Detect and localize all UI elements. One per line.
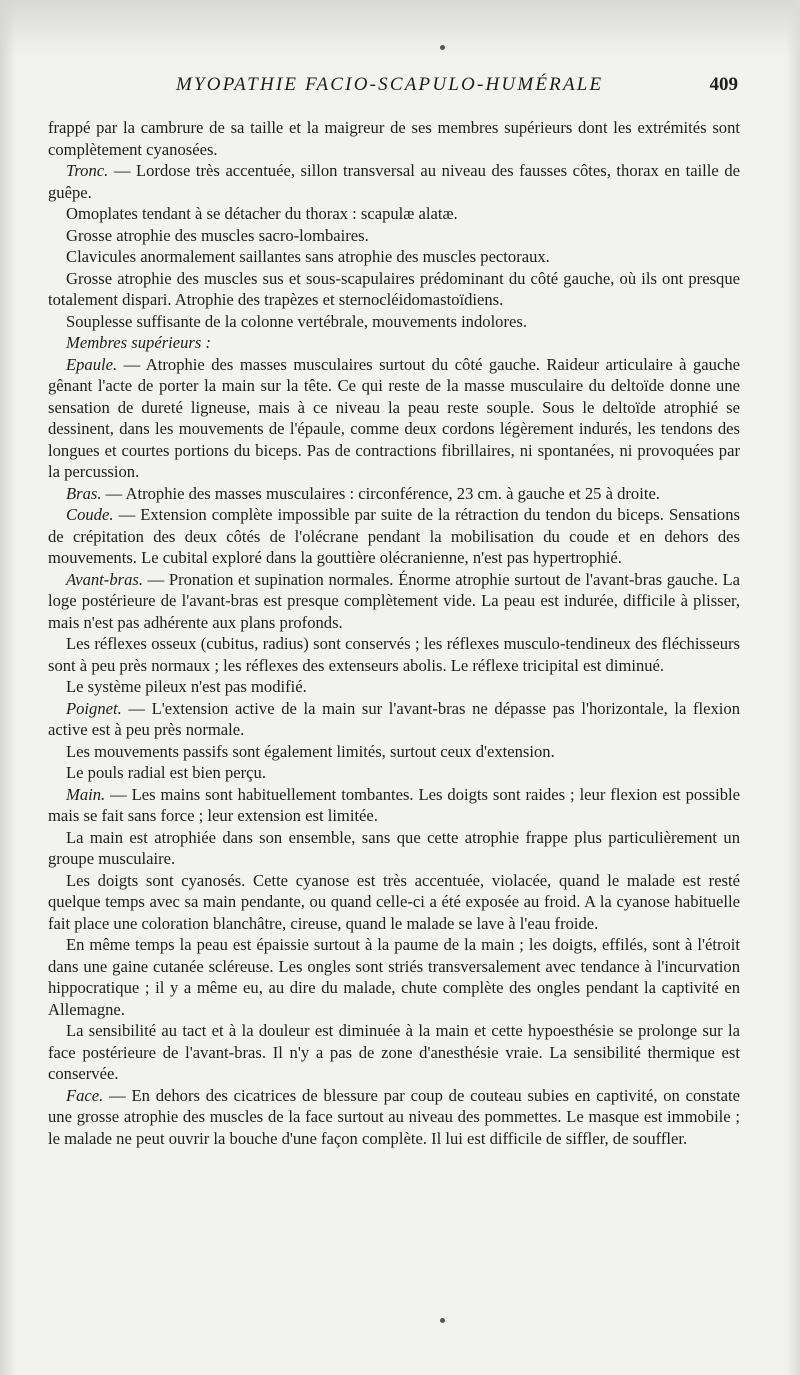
- paragraph-lead: Main.: [66, 784, 106, 804]
- paragraph-lead: Tronc.: [66, 161, 109, 180]
- paragraph-text: Souplesse suffisante de la colonne vertébrale, mouvements indolores.: [66, 311, 527, 331]
- paragraph-text: Clavicules anormalement saillantes sans atrophie des muscles pectoraux.: [66, 247, 550, 266]
- paragraph-text: frappé par la cambrure de sa taille et la maigreur de ses membres supérieurs dont les extrémités sont complètement cyanosées.: [48, 118, 740, 159]
- paragraph: [48, 203, 740, 225]
- paragraph-lead: Poignet.: [66, 698, 122, 718]
- paragraph: [48, 698, 740, 741]
- paragraph: [48, 741, 740, 763]
- paragraph: [48, 225, 740, 247]
- ink-speck-bottom: [440, 1318, 445, 1323]
- paragraph: [48, 1085, 740, 1150]
- paragraph: [48, 827, 740, 870]
- running-title: MYOPATHIE FACIO-SCAPULO-HUMÉRALE: [176, 74, 604, 95]
- paragraph: [48, 633, 740, 676]
- paragraph-text: — L'extension active de la main sur l'avant-bras ne dépasse pas l'horizontale, la flexion active est à peu près normale.: [48, 698, 740, 739]
- paragraph: [48, 332, 740, 354]
- ink-speck-top: [440, 45, 445, 50]
- paragraph-text: Grosse atrophie des muscles sus et sous-scapulaires prédominant du côté gauche, où ils ont presque totalement dispari. Atrophie des trapèzes et sternocléidomastoïdiens.: [48, 268, 740, 309]
- paragraph: [48, 504, 740, 569]
- paragraph-lead: Avant-bras.: [66, 569, 143, 589]
- paragraph: [48, 870, 740, 935]
- page-shadow-right: [786, 0, 800, 1375]
- paragraph: [48, 117, 740, 160]
- paragraph: [48, 762, 740, 784]
- paragraph: [48, 569, 740, 634]
- paragraph: [48, 1020, 740, 1085]
- paragraph-text: — Les mains sont habituellement tombantes. Les doigts sont raides ; leur flexion est possible mais se fait sans force ; leur extension est limitée.: [48, 784, 740, 825]
- paragraph-text: — Lordose très accentuée, sillon transversal au niveau des fausses côtes, thorax en taille de guêpe.: [48, 161, 740, 202]
- paragraph-text: Les doigts sont cyanosés. Cette cyanose est très accentuée, violacée, quand le malade est resté quelque temps avec sa main pendante, ou quand celle-ci a été exposée au froid. A la cyanose habituelle fait place une coloration blanchâtre, cireuse, quand le malade se lave à l'eau froide.: [48, 870, 740, 933]
- paragraph-text: — Atrophie des masses musculaires surtout du côté gauche. Raideur articulaire à gauche gênant l'acte de porter la main sur la tête. Ce qui reste de la masse musculaire du deltoïde donne une sensation de dureté ligneuse, mais à ce niveau la peau reste souple. Sous le deltoïde atrophié se dessinent, dans les mouvements de l'épaule, comme deux cordons légèrement indurés, les tendons des longues et courtes portions du biceps. Pas de contractions fibrillaires, ni spontanées, ni provoquées par la percussion.: [48, 354, 740, 481]
- page-shadow-top: [0, 0, 800, 60]
- paragraph-text: La sensibilité au tact et à la douleur est diminuée à la main et cette hypoesthésie se prolonge sur la face postérieure de l'avant-bras. Il n'y a pas de zone d'anesthésie vraie. La sensibilité thermique est conservée.: [48, 1021, 740, 1083]
- paragraph-text: Le pouls radial est bien perçu.: [66, 763, 266, 782]
- paragraph-text: — En dehors des cicatrices de blessure par coup de couteau subies en captivité, on constate une grosse atrophie des muscles de la face surtout au niveau des pommettes. Le masque est immobile ; le malade ne peut ouvrir la bouche d'une façon complète. Il lui est difficile de siffler, de souffler.: [48, 1085, 740, 1148]
- paragraph-lead: Bras.: [66, 483, 102, 503]
- body-text: [48, 117, 740, 1149]
- paragraph: [48, 676, 740, 698]
- paragraph: [48, 268, 740, 311]
- paragraph: [48, 354, 740, 483]
- paragraph-lead: Epaule.: [66, 354, 118, 374]
- paragraph-text: Les réflexes osseux (cubitus, radius) sont conservés ; les réflexes musculo-tendineux des fléchisseurs sont à peu près normaux ; les réflexes des extenseurs abolis. Le réflexe tricipital est diminué.: [48, 634, 740, 675]
- paragraph-lead: Membres supérieurs :: [66, 333, 212, 352]
- paragraph: [48, 934, 740, 1020]
- paragraph: [48, 246, 740, 268]
- paragraph-lead: Face.: [66, 1085, 104, 1105]
- paragraph-text: — Extension complète impossible par suite de la rétraction du tendon du biceps. Sensations de crépitation des deux côtés de l'olécrane pendant la mobilisation du coude et en dehors des mouvements. Le cubital exploré dans la gouttière olécranienne, n'est pas hypertrophié.: [48, 505, 740, 567]
- page-shadow-left: [0, 0, 16, 1375]
- paragraph-text: — Pronation et supination normales. Énorme atrophie surtout de l'avant-bras gauche. La loge postérieure de l'avant-bras est presque complètement vide. La peau est indurée, difficile à plisser, mais n'est pas adhérente aux plans profonds.: [48, 569, 740, 632]
- running-head: [48, 74, 738, 102]
- paragraph-text: Les mouvements passifs sont également limités, surtout ceux d'extension.: [66, 741, 555, 761]
- paragraph-text: Omoplates tendant à se détacher du thorax : scapulæ alatæ.: [66, 204, 458, 223]
- paragraph: [48, 483, 740, 505]
- paragraph-text: En même temps la peau est épaissie surtout à la paume de la main ; les doigts, effilés, sont à l'étroit dans une gaine cutanée scléreuse. Les ongles sont striés transversalement avec tendance à l'incurvation hippocratique ; il y a même eu, au dire du malade, chute complète des ongles pendant la captivité en Allemagne.: [48, 935, 740, 1019]
- paragraph-text: Le système pileux n'est pas modifié.: [66, 677, 307, 696]
- paragraph: [48, 311, 740, 333]
- paragraph: [48, 160, 740, 203]
- paragraph-text: La main est atrophiée dans son ensemble, sans que cette atrophie frappe plus particulièrement un groupe musculaire.: [48, 827, 740, 868]
- paragraph-lead: Coude.: [66, 505, 114, 524]
- paragraph-text: Grosse atrophie des muscles sacro-lombaires.: [66, 225, 369, 245]
- paragraph-text: — Atrophie des masses musculaires : circonférence, 23 cm. à gauche et 25 à droite.: [101, 483, 660, 503]
- paragraph: [48, 784, 740, 827]
- page-number: 409: [709, 74, 738, 95]
